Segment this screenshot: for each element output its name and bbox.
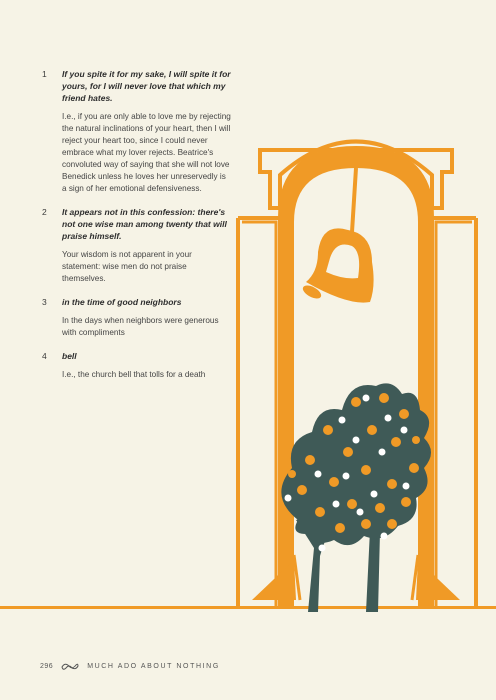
footnote-number: 3: [42, 297, 47, 307]
page-number: 296: [40, 663, 54, 670]
footnote-term: in the time of good neighbors: [62, 297, 182, 307]
footnote-term: bell: [62, 351, 77, 361]
footnote-number: 4: [42, 351, 47, 361]
bell-icon: [301, 168, 374, 303]
footnote-explanation: I.e., the church bell that tolls for a death: [62, 370, 206, 379]
footnote-explanation: I.e., if you are only able to love me by rejecting the natural inclinations of your heart, then I will reject your heart too, since I could never embrace what my lover rejects. Beatrice's convoluted way of saying that she will not love Benedick unless he loves her unreservedly is a sign of her emotional defensiveness.: [62, 112, 231, 193]
book-title: MUCH ADO ABOUT NOTHING: [87, 663, 220, 670]
ornament-icon: [61, 662, 79, 671]
footnote-number: 2: [42, 207, 47, 217]
footnote-explanation: In the days when neighbors were generous with compliments: [62, 316, 219, 337]
footnote-number: 1: [42, 69, 47, 79]
page-footer: [40, 662, 220, 671]
footnote-term: If you spite it for my sake, I will spite it for yours, for I will never love that which my friend hates.: [62, 69, 231, 103]
ground-line: [0, 606, 496, 609]
footnote-term: It appears not in this confession: there's not one wise man among twenty that will praise himself.: [62, 207, 227, 241]
orange-trees: [281, 383, 431, 612]
footnote-explanation: Your wisdom is not apparent in your statement: wise men do not praise themselves.: [62, 250, 192, 283]
